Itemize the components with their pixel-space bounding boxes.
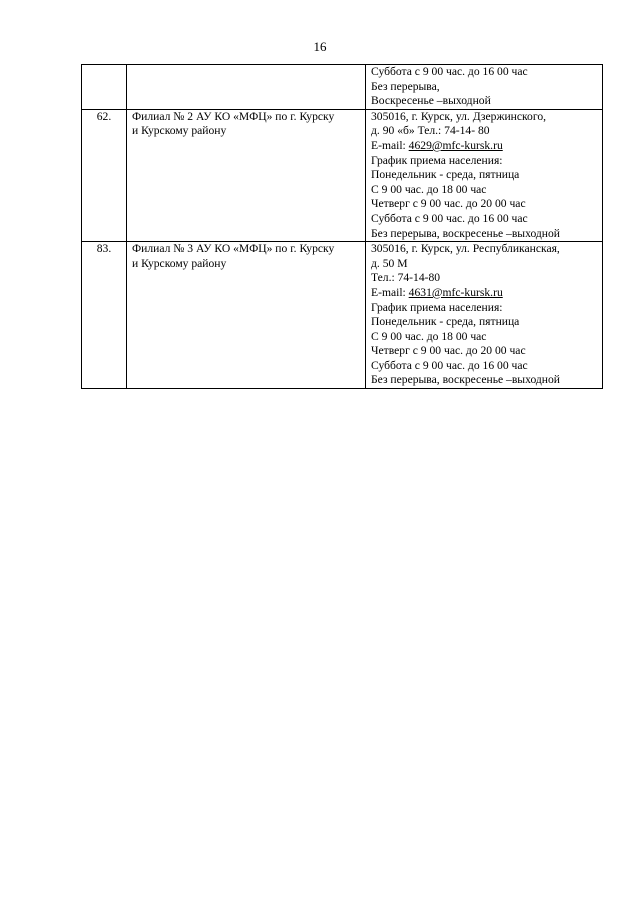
branch-info-cell xyxy=(366,65,603,110)
email-label: E-mail: xyxy=(371,138,409,152)
row-number: 62. xyxy=(82,109,127,241)
table-row-continuation xyxy=(82,65,603,110)
branch-name-line: и Курскому району xyxy=(132,124,227,138)
table-row xyxy=(82,109,603,241)
schedule-line: Суббота с 9 00 час. до 16 00 час xyxy=(371,211,528,225)
schedule-line: График приема населения: xyxy=(371,300,503,314)
address-line: д. 50 М xyxy=(371,256,408,270)
schedule-line: Четверг с 9 00 час. до 20 00 час xyxy=(371,197,526,211)
email-line xyxy=(371,286,600,301)
email-link[interactable]: 4629@mfc-kursk.ru xyxy=(408,138,503,152)
branch-name-cell xyxy=(127,109,366,241)
address-line: 305016, г. Курск, ул. Республиканская, xyxy=(371,242,560,256)
row-number-cell xyxy=(82,65,127,110)
branch-name-line: Филиал № 2 АУ КО «МФЦ» по г. Курску xyxy=(132,109,335,123)
schedule-line: Суббота с 9 00 час. до 16 00 час xyxy=(371,358,528,372)
branch-name-cell xyxy=(127,242,366,389)
schedule-line: Понедельник - среда, пятница xyxy=(371,168,520,182)
schedule-line: Воскресенье –выходной xyxy=(371,94,491,108)
page-number: 16 xyxy=(313,39,327,54)
branch-name-line: Филиал № 3 АУ КО «МФЦ» по г. Курску xyxy=(132,242,335,256)
branch-info-cell xyxy=(366,109,603,241)
schedule-line: Без перерыва, воскресенье –выходной xyxy=(371,226,561,240)
address-line: Тел.: 74-14-80 xyxy=(371,271,441,285)
branch-info-cell xyxy=(366,242,603,389)
schedule-line: График приема населения: xyxy=(371,153,503,167)
schedule-line: Без перерыва, xyxy=(371,79,440,93)
address-line: 305016, г. Курск, ул. Дзержинского, xyxy=(371,109,547,123)
branch-table xyxy=(81,64,603,389)
schedule-line: Понедельник - среда, пятница xyxy=(371,315,520,329)
email-label: E-mail: xyxy=(371,285,409,299)
branch-name-cell xyxy=(127,65,366,110)
email-link[interactable]: 4631@mfc-kursk.ru xyxy=(408,285,503,299)
branch-name-line: и Курскому району xyxy=(132,256,227,270)
table-row xyxy=(82,242,603,389)
schedule-line: С 9 00 час. до 18 00 час xyxy=(371,329,487,343)
schedule-line: Без перерыва, воскресенье –выходной xyxy=(371,373,561,387)
schedule-line: С 9 00 час. до 18 00 час xyxy=(371,182,487,196)
schedule-line: Четверг с 9 00 час. до 20 00 час xyxy=(371,344,526,358)
address-line: д. 90 «б» Тел.: 74-14- 80 xyxy=(371,124,490,138)
email-line xyxy=(371,139,600,154)
row-number: 83. xyxy=(82,242,127,389)
schedule-line: Суббота с 9 00 час. до 16 00 час xyxy=(371,65,528,78)
